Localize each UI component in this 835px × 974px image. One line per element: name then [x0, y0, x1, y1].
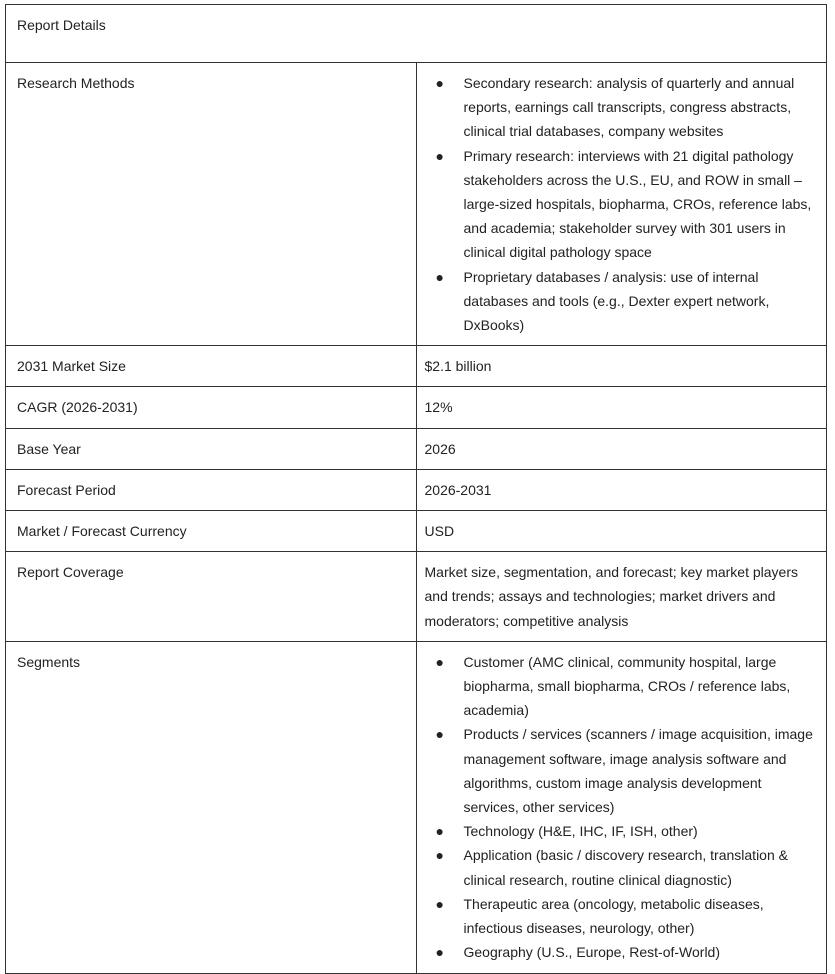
row-label: Report Coverage	[6, 552, 417, 642]
segments-list	[425, 650, 817, 965]
list-item: ● Therapeutic area (oncology, metabolic diseases, infectious diseases, neurology, other)	[425, 892, 817, 940]
row-value: 12%	[416, 387, 827, 428]
list-item: ● Products / services (scanners / image acquisition, image management software, image analysis software and algorithms, custom image analysis development services, other services)	[425, 722, 817, 819]
row-label: Forecast Period	[6, 469, 417, 510]
bullet-icon: ●	[435, 268, 444, 285]
bullet-icon: ●	[435, 75, 444, 91]
row-value: USD	[416, 511, 827, 552]
list-item: ● Primary research: interviews with 21 digital pathology stakeholders across the U.S., EU, and ROW in small – large-sized hospitals, biopharma, CROs, reference labs, and academia; stakeholder survey with 301 users in clinical digital pathology space	[425, 144, 817, 265]
list-item: ● Proprietary databases / analysis: use of internal databases and tools (e.g., Dexter expert network, DxBooks)	[425, 265, 817, 338]
table-row-cagr	[6, 387, 827, 428]
bullet-icon: ●	[435, 653, 444, 670]
table-row-report-coverage	[6, 552, 827, 642]
row-label: Research Methods	[6, 63, 417, 346]
row-value: $2.1 billion	[416, 346, 827, 387]
table-row-segments	[6, 641, 827, 973]
row-label: 2031 Market Size	[6, 346, 417, 387]
table-row-base-year	[6, 428, 827, 469]
list-item: ● Secondary research: analysis of quarterly and annual reports, earnings call transcripts, congress abstracts, clinical trial databases, company websites	[425, 71, 817, 144]
table-title-row	[6, 5, 827, 63]
bullet-icon: ●	[435, 147, 444, 164]
list-item: ● Application (basic / discovery research, translation & clinical research, routine clinical diagnostic)	[425, 843, 817, 891]
list-item: ● Technology (H&E, IHC, IF, ISH, other)	[425, 819, 817, 843]
research-methods-list	[425, 71, 817, 337]
list-item: ● Customer (AMC clinical, community hospital, large biopharma, small biopharma, CROs / reference labs, academia)	[425, 650, 817, 723]
row-label: Base Year	[6, 428, 417, 469]
report-details-table	[5, 4, 827, 974]
row-value	[416, 641, 827, 973]
list-item: ● Geography (U.S., Europe, Rest-of-World)	[425, 940, 817, 964]
bullet-icon: ●	[435, 726, 444, 743]
table-title: Report Details	[6, 5, 827, 63]
table-row-research-methods	[6, 63, 827, 346]
row-value: 2026-2031	[416, 469, 827, 510]
table-row-forecast-period	[6, 469, 827, 510]
row-label: Segments	[6, 641, 417, 973]
row-value: Market size, segmentation, and forecast; key market players and trends; assays and technologies; market drivers and moderators; competitive analysis	[416, 552, 827, 642]
bullet-icon: ●	[435, 895, 444, 912]
row-label: Market / Forecast Currency	[6, 511, 417, 552]
table-row-market-size	[6, 346, 827, 387]
row-value: 2026	[416, 428, 827, 469]
bullet-icon: ●	[435, 847, 444, 864]
table-row-currency	[6, 511, 827, 552]
row-label: CAGR (2026-2031)	[6, 387, 417, 428]
bullet-icon: ●	[435, 944, 444, 961]
bullet-icon: ●	[435, 823, 444, 840]
row-value	[416, 63, 827, 346]
